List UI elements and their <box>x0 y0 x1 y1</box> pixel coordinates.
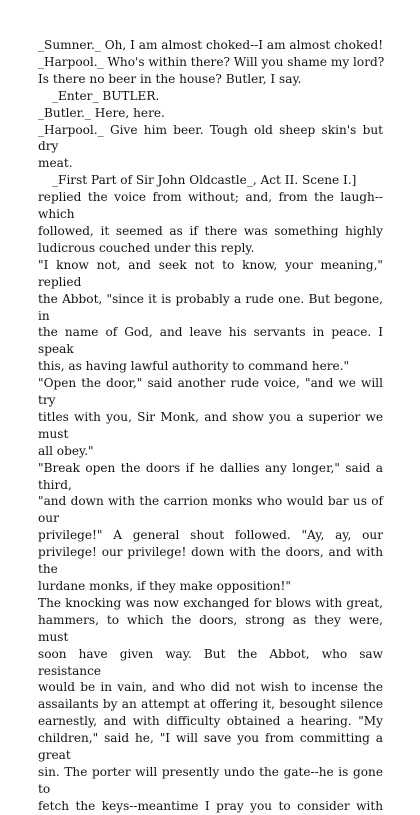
text-line: the name of God, and leave his servants in peace. I speak <box>38 325 383 357</box>
text-line: meat. <box>38 156 73 171</box>
text-line: Is there no beer in the house? Butler, I say. <box>38 71 302 86</box>
text-line: replied the voice from without; and, from the laugh--which <box>38 190 383 222</box>
text-line: "I know not, and seek not to know, your meaning," replied <box>38 257 383 289</box>
text-line: lurdane monks, if they make opposition!" <box>38 579 291 593</box>
text-line: this, as having lawful authority to command here." <box>38 359 350 374</box>
text-line: _Butler._ Here, here. <box>38 105 165 120</box>
text-line: privilege! our privilege! down with the doors, and with the <box>38 545 383 577</box>
text-line: _Harpool._ Give him beer. Tough old sheep skin's but dry <box>38 122 383 154</box>
text-line: hammers, to which the doors, strong as they were, must <box>38 612 383 644</box>
text-line: ludicrous couched under this reply. <box>38 240 255 255</box>
text-line: "Open the door," said another rude voice, "and we will try <box>38 376 383 408</box>
text-line: assailants by an attempt at offering it, besought silence <box>38 697 383 712</box>
source-citation: _First Part of Sir John Oldcastle_, Act II. Scene I.] <box>52 173 357 188</box>
text-line: _Sumner._ Oh, I am almost choked--I am almost choked! <box>38 38 384 52</box>
text-line: "Break open the doors if he dallies any longer," said a third, <box>38 460 383 492</box>
text-line: "and down with the carrion monks who would bar us of our <box>38 494 383 526</box>
text-line: earnestly, and with difficulty obtained a hearing. "My <box>38 714 383 729</box>
document-page <box>38 37 383 815</box>
text-line: would be in vain, and who did not wish to incense the <box>38 680 383 695</box>
stage-direction: _Enter_ BUTLER. <box>52 88 160 103</box>
text-line: _Harpool._ Who's within there? Will you shame my lord? <box>38 54 385 69</box>
text-line: soon have given way. But the Abbot, who saw resistance <box>38 646 383 678</box>
text-line: privilege!" A general shout followed. "Ay, ay, our <box>38 528 383 543</box>
text-line: all obey." <box>38 443 94 458</box>
text-line: followed, it seemed as if there was something highly <box>38 223 383 238</box>
text-line: The knocking was now exchanged for blows with great, <box>38 595 383 610</box>
text-line: sin. The porter will presently undo the gate--he is gone to <box>38 764 383 796</box>
text-line: the Abbot, "since it is probably a rude one. But begone, in <box>38 291 383 323</box>
text-line: children," said he, "I will save you from committing a great <box>38 731 383 763</box>
text-line: fetch the keys--meantime I pray you to consider with <box>38 798 383 813</box>
text-line: titles with you, Sir Monk, and show you a superior we must <box>38 409 383 441</box>
